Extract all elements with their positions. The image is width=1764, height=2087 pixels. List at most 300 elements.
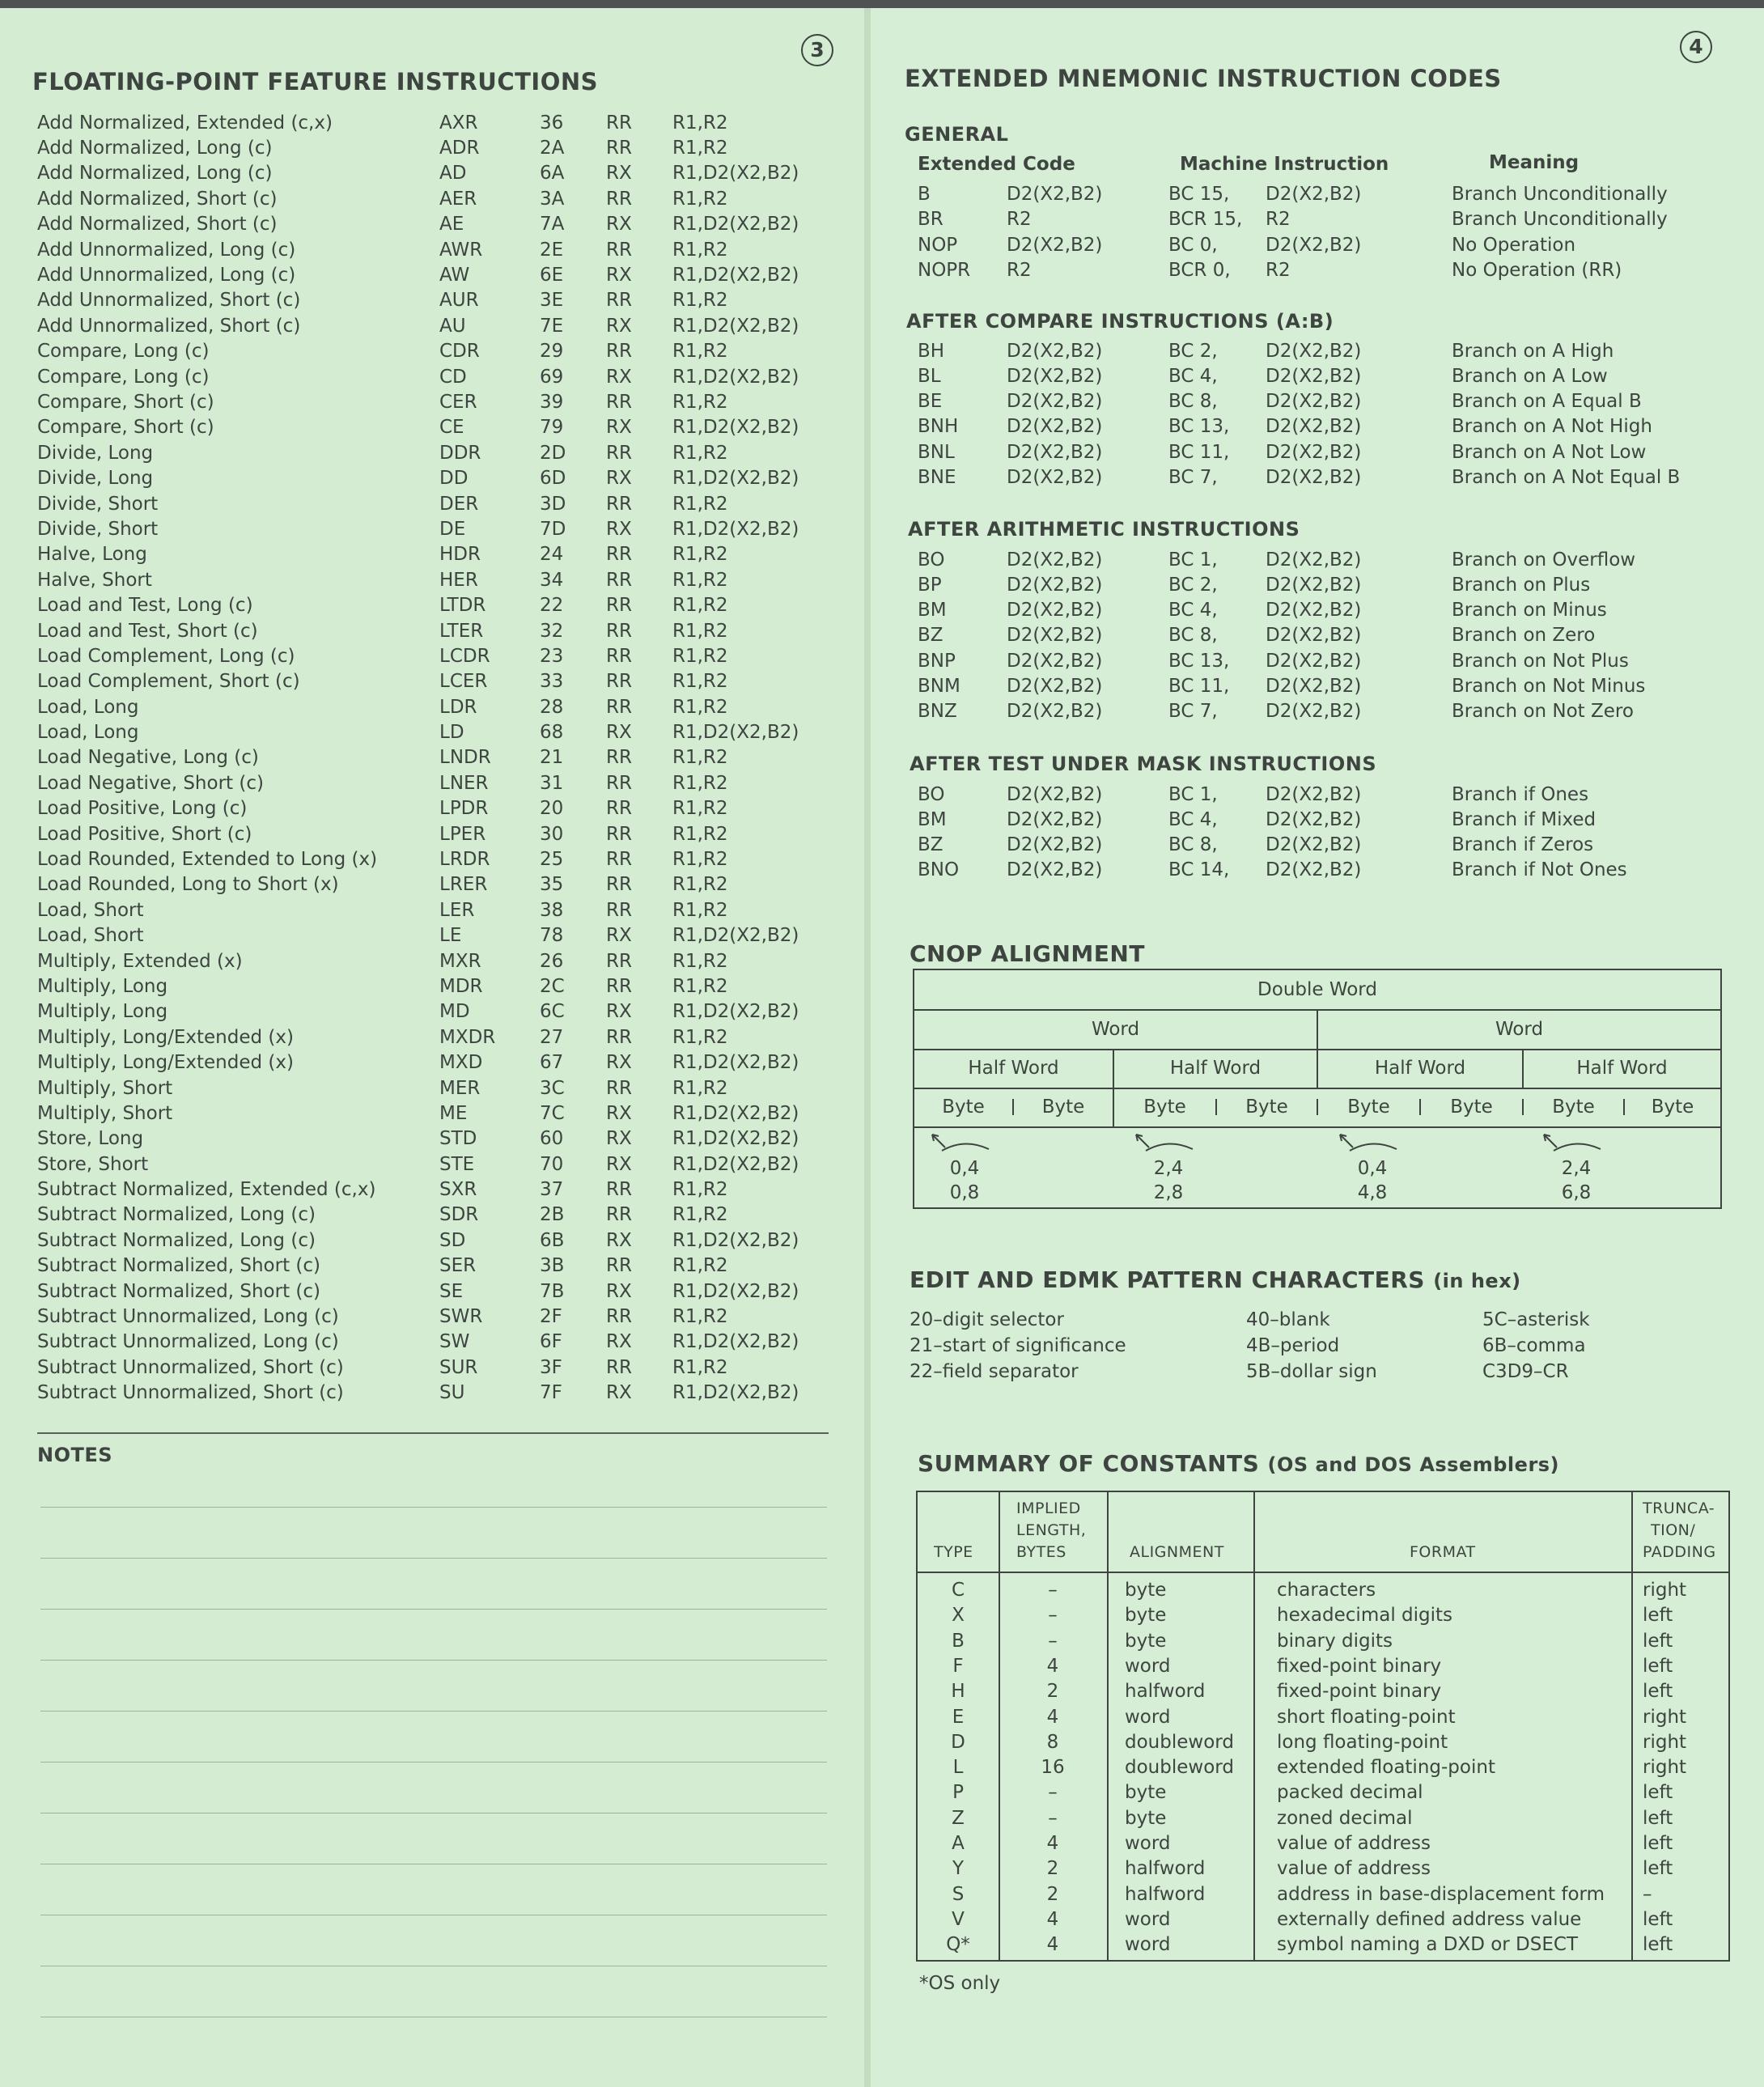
implied-length: 2 (1046, 1858, 1059, 1880)
truncation: left (1643, 1908, 1673, 1930)
table-row (37, 262, 830, 287)
extended-operand: D2(X2,B2) (1007, 783, 1103, 805)
mnemonic: SD (439, 1229, 466, 1251)
cnop-halfword-2: Half Word (1169, 1058, 1262, 1079)
instruction-name: Compare, Long (c) (37, 341, 210, 363)
const-type: E (952, 1706, 965, 1728)
instruction-name: Compare, Short (c) (37, 391, 214, 413)
const-type: C (951, 1580, 965, 1601)
operands: R1,R2 (672, 798, 728, 820)
format: RX (606, 163, 632, 185)
op-code: 3F (540, 1356, 562, 1378)
meaning: Branch Unconditionally (1452, 209, 1668, 230)
instruction-name: Subtract Normalized, Short (c) (37, 1280, 320, 1302)
table-row (918, 1856, 1728, 1881)
mnemonic: SDR (439, 1204, 479, 1226)
op-code: 3C (540, 1077, 565, 1099)
mnemonic: LRER (439, 874, 488, 896)
after-tm-heading: AFTER TEST UNDER MASK INSTRUCTIONS (910, 753, 1377, 775)
format: RX (606, 1331, 632, 1353)
table-row (918, 1907, 1728, 1932)
meaning: Branch on A Low (1452, 365, 1608, 387)
instruction-name: Compare, Long (c) (37, 366, 210, 388)
meaning: Branch if Mixed (1452, 808, 1597, 830)
op-code: 68 (540, 722, 564, 744)
extended-operand: D2(X2,B2) (1007, 676, 1103, 697)
table-row (37, 1203, 830, 1228)
op-code: 33 (540, 671, 564, 693)
mnemonic-row (918, 674, 1719, 699)
op-code: 3A (540, 188, 565, 210)
instruction-name: Load Rounded, Extended to Long (x) (37, 849, 378, 871)
table-row (918, 1780, 1728, 1805)
floating-point-table (37, 110, 830, 1406)
implied-length: 4 (1046, 1706, 1059, 1728)
machine-op: BC 1, (1168, 783, 1218, 805)
op-code: 30 (540, 823, 564, 845)
instruction-name: Divide, Long (37, 442, 154, 464)
machine-operand: D2(X2,B2) (1266, 834, 1362, 856)
machine-op: BC 11, (1168, 441, 1230, 463)
extended-code: BNZ (918, 701, 957, 723)
table-row (37, 1381, 830, 1406)
mnemonic: ME (439, 1102, 468, 1124)
format: RR (606, 772, 632, 794)
format: RR (606, 112, 632, 134)
operands: R1,D2(X2,B2) (672, 214, 799, 235)
const-type: L (952, 1757, 964, 1779)
mnemonic: MXR (439, 950, 481, 972)
table-row (37, 1101, 830, 1126)
table-row (37, 770, 830, 795)
format: long floating-point (1277, 1731, 1448, 1753)
format: RX (606, 366, 632, 388)
extended-code: BR (918, 209, 943, 230)
table-row (37, 999, 830, 1024)
table-row (37, 415, 830, 440)
instruction-name: Add Unnormalized, Short (c) (37, 315, 301, 337)
operands: R1,R2 (672, 747, 728, 769)
meaning: No Operation (1452, 234, 1576, 256)
instruction-name: Subtract Normalized, Short (c) (37, 1255, 320, 1277)
truncation: left (1643, 1681, 1673, 1703)
cnop-value: 0,4 (949, 1158, 980, 1179)
table-row (918, 1629, 1728, 1654)
format: packed decimal (1277, 1782, 1423, 1804)
format: externally defined address value (1277, 1908, 1582, 1930)
extended-code: BNP (918, 650, 956, 672)
operands: R1,R2 (672, 595, 728, 617)
format: RR (606, 798, 632, 820)
op-code: 26 (540, 950, 564, 972)
cnop-value: 6,8 (1561, 1182, 1592, 1203)
cnop-halfword-4: Half Word (1576, 1058, 1668, 1079)
instruction-name: Store, Short (37, 1153, 149, 1175)
machine-operand: D2(X2,B2) (1266, 625, 1362, 647)
instruction-name: Load Complement, Short (c) (37, 671, 300, 693)
mnemonic-row (918, 389, 1719, 414)
truncation: left (1643, 1858, 1673, 1880)
format: RR (606, 188, 632, 210)
truncation: left (1643, 1655, 1673, 1677)
alignment: byte (1125, 1580, 1167, 1601)
table-row (37, 948, 830, 974)
mnemonic-row (918, 181, 1719, 206)
meaning: Branch on A Not Equal B (1452, 467, 1681, 488)
const-type: A (952, 1833, 965, 1854)
operands: R1,R2 (672, 696, 728, 718)
operands: R1,R2 (672, 899, 728, 921)
truncation: left (1643, 1630, 1673, 1652)
alignment: byte (1125, 1807, 1167, 1829)
operands: R1,D2(X2,B2) (672, 1128, 799, 1150)
extended-operand: D2(X2,B2) (1007, 834, 1103, 856)
format: RX (606, 1102, 632, 1124)
table-row (37, 237, 830, 262)
truncation: left (1643, 1833, 1673, 1854)
op-code: 38 (540, 899, 564, 921)
op-code: 2D (540, 442, 566, 464)
mnemonic: HDR (439, 544, 481, 566)
mnemonic: LE (439, 925, 462, 947)
format: RX (606, 1128, 632, 1150)
mnemonic: LCDR (439, 645, 490, 667)
instruction-name: Load Positive, Short (c) (37, 823, 252, 845)
mnemonic-row (918, 648, 1719, 673)
operands: R1,D2(X2,B2) (672, 1001, 799, 1023)
mnemonic: SE (439, 1280, 464, 1302)
table-row (37, 465, 830, 490)
table-row (37, 1024, 830, 1050)
extended-code: B (918, 183, 931, 205)
format: RR (606, 290, 632, 312)
cnop-diagram (913, 969, 1722, 1209)
op-code: 3D (540, 493, 566, 515)
cnop-word-2: Word (1495, 1018, 1544, 1040)
op-code: 60 (540, 1128, 564, 1150)
format: RR (606, 442, 632, 464)
operands: R1,D2(X2,B2) (672, 1331, 799, 1353)
mnemonic: AWR (439, 239, 483, 261)
operands: R1,R2 (672, 1026, 728, 1048)
mnemonic-row (918, 833, 1719, 858)
operands: R1,D2(X2,B2) (672, 366, 799, 388)
meaning: Branch on A High (1452, 340, 1614, 362)
mnemonic: AD (439, 163, 467, 185)
extended-code: BM (918, 808, 947, 830)
machine-operand: D2(X2,B2) (1266, 783, 1362, 805)
extended-code: BNH (918, 416, 959, 438)
instruction-name: Load and Test, Short (c) (37, 620, 258, 642)
mnemonic-row (918, 572, 1719, 597)
mnemonic: SUR (439, 1356, 478, 1378)
instruction-name: Multiply, Short (37, 1102, 173, 1124)
format: characters (1277, 1580, 1376, 1601)
mnemonic: STE (439, 1153, 475, 1175)
notes-line (40, 1507, 827, 1508)
operands: R1,D2(X2,B2) (672, 722, 799, 744)
op-code: 6E (540, 265, 564, 286)
table-row (37, 592, 830, 617)
format: zoned decimal (1277, 1807, 1413, 1829)
table-row (37, 313, 830, 338)
table-row (37, 389, 830, 414)
const-type: X (952, 1605, 965, 1627)
meaning: Branch on Minus (1452, 600, 1607, 621)
mnemonic: MD (439, 1001, 470, 1023)
implied-length: – (1048, 1580, 1058, 1601)
mnemonic: LPDR (439, 798, 489, 820)
const-type: V (952, 1908, 965, 1930)
truncation: – (1643, 1883, 1652, 1905)
op-code: 31 (540, 772, 564, 794)
format: RR (606, 1179, 632, 1201)
cnop-value: 2,4 (1153, 1158, 1184, 1179)
op-code: 2C (540, 975, 565, 997)
operands: R1,D2(X2,B2) (672, 163, 799, 185)
mnemonic: CER (439, 391, 477, 413)
format: RX (606, 925, 632, 947)
mnemonic: DER (439, 493, 479, 515)
mnemonic: SXR (439, 1179, 477, 1201)
format: RR (606, 1356, 632, 1378)
implied-length: – (1048, 1782, 1058, 1804)
operands: R1,D2(X2,B2) (672, 1052, 799, 1074)
instruction-name: Load Complement, Long (c) (37, 645, 295, 667)
operands: R1,R2 (672, 1077, 728, 1099)
table-row (918, 1679, 1728, 1704)
format: RR (606, 391, 632, 413)
operands: R1,R2 (672, 671, 728, 693)
edit-pattern-item: 21–start of significance (910, 1335, 1126, 1356)
meaning: Branch on Not Plus (1452, 650, 1629, 672)
mnemonic: AXR (439, 112, 478, 134)
op-code: 7E (540, 315, 564, 337)
meaning: Branch on Not Zero (1452, 701, 1634, 723)
mnemonic: LD (439, 722, 464, 744)
format: RX (606, 214, 632, 235)
instruction-name: Multiply, Long (37, 1001, 168, 1023)
machine-op: BC 8, (1168, 834, 1218, 856)
op-code: 67 (540, 1052, 564, 1074)
format: RX (606, 417, 632, 439)
constants-table (916, 1491, 1730, 1962)
format: RR (606, 569, 632, 591)
format: RR (606, 823, 632, 845)
table-row (37, 1075, 830, 1101)
edit-pattern-item: 40–blank (1246, 1309, 1330, 1330)
instruction-name: Load Positive, Long (c) (37, 798, 248, 820)
op-code: 6F (540, 1331, 562, 1353)
mnemonic: LTDR (439, 595, 486, 617)
instruction-name: Halve, Long (37, 544, 147, 566)
operands: R1,D2(X2,B2) (672, 265, 799, 286)
table-row (37, 821, 830, 846)
format: RX (606, 1153, 632, 1175)
format: RX (606, 1001, 632, 1023)
machine-operand: D2(X2,B2) (1266, 859, 1362, 881)
machine-op: BC 11, (1168, 676, 1230, 697)
col-machine-instruction: Machine Instruction (1180, 154, 1389, 175)
machine-operand: D2(X2,B2) (1266, 391, 1362, 413)
operands: R1,R2 (672, 569, 728, 591)
machine-op: BC 1, (1168, 549, 1218, 571)
edit-pattern-item: 22–field separator (910, 1361, 1079, 1382)
operands: R1,D2(X2,B2) (672, 925, 799, 947)
op-code: 6B (540, 1229, 565, 1251)
cnop-halfword-1: Half Word (968, 1058, 1059, 1079)
table-row (37, 618, 830, 643)
extended-code: BNL (918, 441, 955, 463)
cnop-byte-7: Byte (1552, 1097, 1595, 1118)
machine-operand: D2(X2,B2) (1266, 600, 1362, 621)
table-row (37, 440, 830, 465)
meaning: Branch on Zero (1452, 625, 1596, 647)
operands: R1,R2 (672, 975, 728, 997)
implied-length: 4 (1046, 1934, 1059, 1956)
machine-op: BC 7, (1168, 467, 1218, 488)
machine-operand: D2(X2,B2) (1266, 416, 1362, 438)
mnemonic: LCER (439, 671, 488, 693)
format: value of address (1277, 1833, 1431, 1854)
alignment: byte (1125, 1605, 1167, 1627)
format: RX (606, 265, 632, 286)
truncation: left (1643, 1807, 1673, 1829)
mnemonic-row (918, 623, 1719, 648)
mnemonic-row (918, 207, 1719, 232)
extended-code: BZ (918, 834, 943, 856)
cnop-halfword-3: Half Word (1374, 1058, 1466, 1079)
op-code: 69 (540, 366, 564, 388)
machine-operand: D2(X2,B2) (1266, 549, 1362, 571)
instruction-name: Subtract Unnormalized, Short (c) (37, 1382, 344, 1404)
implied-length: 4 (1046, 1833, 1059, 1854)
op-code: 6A (540, 163, 565, 185)
cnop-doubleword-row (914, 970, 1720, 1011)
mnemonic-row (918, 547, 1719, 572)
mnemonic: SW (439, 1331, 470, 1353)
alignment: word (1125, 1934, 1171, 1956)
meaning: Branch if Zeros (1452, 834, 1594, 856)
format: address in base-displacement form (1277, 1883, 1605, 1905)
page-number-right: 4 (1680, 31, 1712, 63)
notes-line (40, 1558, 827, 1559)
machine-op: BC 8, (1168, 391, 1218, 413)
truncation: right (1643, 1580, 1687, 1601)
extended-code: BP (918, 574, 942, 596)
extended-operand: D2(X2,B2) (1007, 416, 1103, 438)
const-type: D (951, 1731, 965, 1753)
extended-mnemonic-title: EXTENDED MNEMONIC INSTRUCTION CODES (905, 65, 1502, 92)
extended-operand: D2(X2,B2) (1007, 340, 1103, 362)
machine-op: BCR 0, (1168, 260, 1231, 281)
operands: R1,R2 (672, 1204, 728, 1226)
operands: R1,R2 (672, 493, 728, 515)
mnemonic: CD (439, 366, 467, 388)
col-format: FORMAT (1410, 1543, 1476, 1561)
format: binary digits (1277, 1630, 1393, 1652)
extended-operand: D2(X2,B2) (1007, 391, 1103, 413)
const-type: P (952, 1782, 964, 1804)
cnop-word-row (914, 1009, 1720, 1050)
mnemonic: HER (439, 569, 478, 591)
alignment: word (1125, 1833, 1171, 1854)
table-row (37, 1050, 830, 1075)
cnop-value: 2,4 (1561, 1158, 1592, 1179)
instruction-name: Add Normalized, Short (c) (37, 214, 278, 235)
op-code: 35 (540, 874, 564, 896)
instruction-name: Multiply, Long/Extended (x) (37, 1026, 294, 1048)
table-row (37, 567, 830, 592)
mnemonic-row (918, 858, 1719, 883)
meaning: Branch on A Equal B (1452, 391, 1642, 413)
table-row (37, 694, 830, 719)
meaning: Branch if Not Ones (1452, 859, 1627, 881)
edit-heading (910, 1266, 1521, 1293)
extended-code: BH (918, 340, 945, 362)
op-code: 22 (540, 595, 564, 617)
table-row (37, 1253, 830, 1279)
notes-line (40, 1711, 827, 1712)
mnemonic: STD (439, 1128, 477, 1150)
op-code: 7C (540, 1102, 565, 1124)
alignment: byte (1125, 1782, 1167, 1804)
op-code: 7D (540, 518, 566, 540)
table-row (37, 135, 830, 160)
machine-operand: D2(X2,B2) (1266, 574, 1362, 596)
machine-operand: D2(X2,B2) (1266, 183, 1362, 205)
meaning: No Operation (RR) (1452, 260, 1622, 281)
operands: R1,R2 (672, 1179, 728, 1201)
operands: R1,R2 (672, 772, 728, 794)
edit-pattern-item: 4B–period (1246, 1335, 1340, 1356)
table-row (918, 1932, 1728, 1958)
operands: R1,D2(X2,B2) (672, 518, 799, 540)
table-row (37, 288, 830, 313)
format: RX (606, 1052, 632, 1074)
table-row (918, 1603, 1728, 1628)
operands: R1,R2 (672, 874, 728, 896)
cnop-byte-4: Byte (1245, 1097, 1288, 1118)
operands: R1,R2 (672, 138, 728, 159)
alignment: byte (1125, 1630, 1167, 1652)
extended-operand: D2(X2,B2) (1007, 549, 1103, 571)
implied-length: 16 (1041, 1757, 1065, 1779)
machine-op: BC 13, (1168, 650, 1230, 672)
alignment: word (1125, 1908, 1171, 1930)
format: RX (606, 468, 632, 490)
cnop-byte-3: Byte (1143, 1097, 1186, 1118)
table-row (37, 212, 830, 237)
instruction-name: Load and Test, Long (c) (37, 595, 253, 617)
mnemonic-row (918, 363, 1719, 388)
machine-op: BC 15, (1168, 183, 1230, 205)
format: RX (606, 1280, 632, 1302)
op-code: 21 (540, 747, 564, 769)
edit-pattern-item: 5B–dollar sign (1246, 1361, 1377, 1382)
mnemonic: MXD (439, 1052, 483, 1074)
extended-code: BO (918, 783, 945, 805)
extended-code: BO (918, 549, 945, 571)
operands: R1,R2 (672, 544, 728, 566)
cnop-doubleword: Double Word (1257, 979, 1377, 1000)
cnop-byte-1: Byte (942, 1097, 985, 1118)
cnop-halfword-row (914, 1049, 1720, 1089)
table-row (918, 1730, 1728, 1755)
mnemonic: SER (439, 1255, 477, 1277)
format: RR (606, 671, 632, 693)
operands: R1,R2 (672, 620, 728, 642)
